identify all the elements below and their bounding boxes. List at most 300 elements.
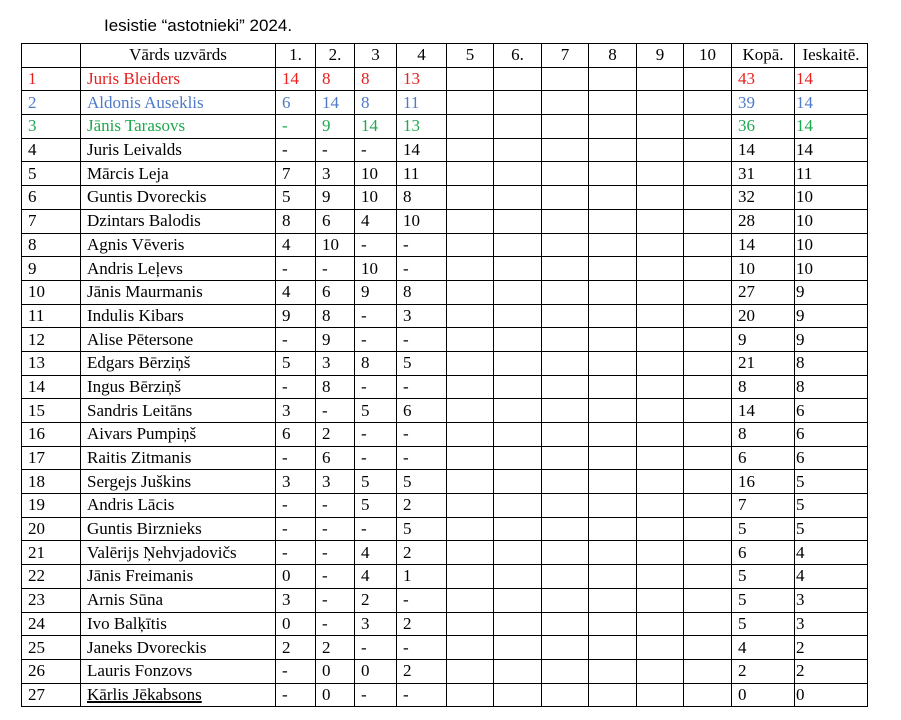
round-6-score: [494, 375, 542, 399]
total-score: 43: [732, 67, 795, 91]
round-1-score: -: [276, 328, 316, 352]
ieskaite-score: 14: [795, 91, 868, 115]
round-6-score: [494, 304, 542, 328]
round-1-score: -: [276, 541, 316, 565]
round-8-score: [589, 517, 637, 541]
round-6-score: [494, 280, 542, 304]
round-9-score: [637, 446, 684, 470]
table-row: [22, 328, 868, 352]
round-3-score: -: [355, 375, 397, 399]
round-10-score: [684, 612, 732, 636]
total-score: 10: [732, 257, 795, 281]
total-score: 20: [732, 304, 795, 328]
round-1-score: -: [276, 257, 316, 281]
round-7-score: [542, 257, 589, 281]
header-cell-number: [22, 44, 81, 68]
round-2-score: -: [316, 541, 355, 565]
round-8-score: [589, 91, 637, 115]
round-2-score: 3: [316, 162, 355, 186]
round-3-score: 14: [355, 115, 397, 139]
round-9-score: [637, 328, 684, 352]
table-row: [22, 517, 868, 541]
round-7-score: [542, 186, 589, 210]
round-5-score: [447, 351, 494, 375]
total-score: 36: [732, 115, 795, 139]
round-3-score: 3: [355, 612, 397, 636]
player-name: Aivars Pumpiņš: [81, 423, 276, 447]
round-2-score: -: [316, 399, 355, 423]
row-number: 17: [22, 446, 81, 470]
round-3-score: 10: [355, 257, 397, 281]
round-4-score: -: [397, 683, 447, 707]
table-row: [22, 351, 868, 375]
round-7-score: [542, 588, 589, 612]
round-5-score: [447, 612, 494, 636]
round-6-score: [494, 588, 542, 612]
table-row: [22, 470, 868, 494]
round-1-score: 2: [276, 636, 316, 660]
round-1-score: -: [276, 494, 316, 518]
round-7-score: [542, 683, 589, 707]
document-title: Iesistie “astotnieki” 2024.: [104, 16, 293, 35]
round-3-score: 4: [355, 541, 397, 565]
round-8-score: [589, 470, 637, 494]
round-5-score: [447, 233, 494, 257]
round-8-score: [589, 280, 637, 304]
ieskaite-score: 9: [795, 280, 868, 304]
player-name: Arnis Sūna: [81, 588, 276, 612]
header-cell-round-3: 3: [355, 44, 397, 68]
round-1-score: 0: [276, 565, 316, 589]
ieskaite-score: 6: [795, 423, 868, 447]
round-3-score: -: [355, 446, 397, 470]
round-3-score: 4: [355, 209, 397, 233]
round-6-score: [494, 138, 542, 162]
round-4-score: -: [397, 446, 447, 470]
round-2-score: 6: [316, 446, 355, 470]
table-header-row: [22, 44, 868, 68]
table-row: [22, 186, 868, 210]
round-9-score: [637, 186, 684, 210]
round-10-score: [684, 659, 732, 683]
ieskaite-score: 4: [795, 565, 868, 589]
header-cell-total: Kopā.: [732, 44, 795, 68]
round-5-score: [447, 91, 494, 115]
round-2-score: 14: [316, 91, 355, 115]
round-4-score: 5: [397, 470, 447, 494]
player-name: Andris Leļevs: [81, 257, 276, 281]
round-2-score: 0: [316, 683, 355, 707]
total-score: 9: [732, 328, 795, 352]
row-number: 19: [22, 494, 81, 518]
round-7-score: [542, 304, 589, 328]
round-2-score: 3: [316, 351, 355, 375]
header-cell-round-4: 4: [397, 44, 447, 68]
row-number: 20: [22, 517, 81, 541]
round-3-score: -: [355, 328, 397, 352]
row-number: 6: [22, 186, 81, 210]
round-6-score: [494, 67, 542, 91]
round-3-score: 2: [355, 588, 397, 612]
round-8-score: [589, 612, 637, 636]
ieskaite-score: 5: [795, 470, 868, 494]
round-5-score: [447, 470, 494, 494]
round-2-score: 10: [316, 233, 355, 257]
round-7-score: [542, 67, 589, 91]
row-number: 9: [22, 257, 81, 281]
round-7-score: [542, 115, 589, 139]
round-9-score: [637, 351, 684, 375]
round-10-score: [684, 162, 732, 186]
round-4-score: -: [397, 257, 447, 281]
round-2-score: 9: [316, 186, 355, 210]
round-2-score: 8: [316, 304, 355, 328]
total-score: 28: [732, 209, 795, 233]
round-2-score: 8: [316, 67, 355, 91]
round-7-score: [542, 659, 589, 683]
round-5-score: [447, 375, 494, 399]
header-cell-ieskaite: Ieskaitē.: [795, 44, 868, 68]
round-9-score: [637, 257, 684, 281]
round-8-score: [589, 494, 637, 518]
round-10-score: [684, 280, 732, 304]
header-cell-round-9: 9: [637, 44, 684, 68]
header-cell-round-6: 6.: [494, 44, 542, 68]
row-number: 15: [22, 399, 81, 423]
round-7-score: [542, 517, 589, 541]
ieskaite-score: 6: [795, 446, 868, 470]
round-10-score: [684, 541, 732, 565]
ieskaite-score: 5: [795, 517, 868, 541]
round-4-score: -: [397, 328, 447, 352]
round-6-score: [494, 91, 542, 115]
round-1-score: 3: [276, 470, 316, 494]
round-4-score: 6: [397, 399, 447, 423]
round-7-score: [542, 636, 589, 660]
round-7-score: [542, 328, 589, 352]
table-row: [22, 612, 868, 636]
ieskaite-score: 10: [795, 186, 868, 210]
round-2-score: -: [316, 138, 355, 162]
round-3-score: -: [355, 138, 397, 162]
round-9-score: [637, 565, 684, 589]
round-6-score: [494, 257, 542, 281]
round-10-score: [684, 115, 732, 139]
total-score: 7: [732, 494, 795, 518]
round-2-score: 8: [316, 375, 355, 399]
round-1-score: 0: [276, 612, 316, 636]
round-8-score: [589, 209, 637, 233]
round-1-score: -: [276, 446, 316, 470]
round-6-score: [494, 233, 542, 257]
ieskaite-score: 0: [795, 683, 868, 707]
round-3-score: 9: [355, 280, 397, 304]
row-number: 25: [22, 636, 81, 660]
round-10-score: [684, 304, 732, 328]
table-row: [22, 115, 868, 139]
round-1-score: -: [276, 375, 316, 399]
round-9-score: [637, 588, 684, 612]
round-8-score: [589, 399, 637, 423]
round-2-score: -: [316, 494, 355, 518]
total-score: 6: [732, 446, 795, 470]
round-5-score: [447, 209, 494, 233]
table-row: [22, 399, 868, 423]
player-name: Juris Bleiders: [81, 67, 276, 91]
round-3-score: -: [355, 233, 397, 257]
round-8-score: [589, 257, 637, 281]
round-1-score: -: [276, 683, 316, 707]
ieskaite-score: 10: [795, 257, 868, 281]
round-9-score: [637, 115, 684, 139]
player-name: Agnis Vēveris: [81, 233, 276, 257]
table-row: [22, 683, 868, 707]
round-8-score: [589, 588, 637, 612]
header-cell-round-1: 1.: [276, 44, 316, 68]
round-10-score: [684, 233, 732, 257]
round-4-score: 2: [397, 659, 447, 683]
total-score: 14: [732, 233, 795, 257]
ieskaite-score: 8: [795, 351, 868, 375]
round-8-score: [589, 659, 637, 683]
player-name: Jānis Freimanis: [81, 565, 276, 589]
round-7-score: [542, 375, 589, 399]
player-name-text: Kārlis Jēkabsons: [87, 684, 202, 704]
round-10-score: [684, 257, 732, 281]
round-4-score: 2: [397, 612, 447, 636]
total-score: 6: [732, 541, 795, 565]
round-8-score: [589, 138, 637, 162]
round-9-score: [637, 304, 684, 328]
round-6-score: [494, 683, 542, 707]
round-10-score: [684, 351, 732, 375]
round-9-score: [637, 209, 684, 233]
ieskaite-score: 9: [795, 328, 868, 352]
round-4-score: 13: [397, 115, 447, 139]
round-2-score: 6: [316, 209, 355, 233]
total-score: 39: [732, 91, 795, 115]
row-number: 10: [22, 280, 81, 304]
ieskaite-score: 6: [795, 399, 868, 423]
round-8-score: [589, 328, 637, 352]
round-9-score: [637, 91, 684, 115]
total-score: 14: [732, 399, 795, 423]
row-number: 21: [22, 541, 81, 565]
round-5-score: [447, 399, 494, 423]
table-row: [22, 659, 868, 683]
player-name: Ivo Balķītis: [81, 612, 276, 636]
round-4-score: 13: [397, 67, 447, 91]
round-6-score: [494, 328, 542, 352]
round-10-score: [684, 186, 732, 210]
round-4-score: 8: [397, 280, 447, 304]
row-number: 26: [22, 659, 81, 683]
round-3-score: 8: [355, 351, 397, 375]
player-name: Dzintars Balodis: [81, 209, 276, 233]
round-9-score: [637, 138, 684, 162]
round-8-score: [589, 351, 637, 375]
player-name: Raitis Zitmanis: [81, 446, 276, 470]
round-7-score: [542, 280, 589, 304]
round-3-score: 0: [355, 659, 397, 683]
ieskaite-score: 14: [795, 115, 868, 139]
round-8-score: [589, 186, 637, 210]
round-10-score: [684, 399, 732, 423]
row-number: 24: [22, 612, 81, 636]
round-1-score: 5: [276, 186, 316, 210]
round-9-score: [637, 683, 684, 707]
round-5-score: [447, 280, 494, 304]
ieskaite-score: 8: [795, 375, 868, 399]
total-score: 5: [732, 517, 795, 541]
player-name: Juris Leivalds: [81, 138, 276, 162]
round-7-score: [542, 423, 589, 447]
round-6-score: [494, 423, 542, 447]
round-2-score: -: [316, 257, 355, 281]
round-7-score: [542, 494, 589, 518]
row-number: 16: [22, 423, 81, 447]
round-5-score: [447, 446, 494, 470]
round-5-score: [447, 588, 494, 612]
player-name: [81, 683, 276, 707]
player-name: Sergejs Juškins: [81, 470, 276, 494]
round-4-score: 11: [397, 91, 447, 115]
round-4-score: -: [397, 233, 447, 257]
row-number: 14: [22, 375, 81, 399]
player-name: Ingus Bērziņš: [81, 375, 276, 399]
round-3-score: 5: [355, 399, 397, 423]
round-2-score: 9: [316, 115, 355, 139]
round-8-score: [589, 115, 637, 139]
row-number: 18: [22, 470, 81, 494]
round-4-score: 5: [397, 351, 447, 375]
round-6-score: [494, 470, 542, 494]
round-5-score: [447, 186, 494, 210]
header-cell-round-5: 5: [447, 44, 494, 68]
table-row: [22, 375, 868, 399]
round-4-score: -: [397, 588, 447, 612]
total-score: 32: [732, 186, 795, 210]
player-name: Mārcis Leja: [81, 162, 276, 186]
round-6-score: [494, 162, 542, 186]
round-3-score: -: [355, 636, 397, 660]
total-score: 31: [732, 162, 795, 186]
round-3-score: 5: [355, 494, 397, 518]
round-6-score: [494, 186, 542, 210]
ieskaite-score: 4: [795, 541, 868, 565]
table-row: [22, 162, 868, 186]
round-4-score: 11: [397, 162, 447, 186]
total-score: 4: [732, 636, 795, 660]
round-10-score: [684, 328, 732, 352]
round-3-score: 10: [355, 186, 397, 210]
round-5-score: [447, 257, 494, 281]
round-4-score: -: [397, 636, 447, 660]
round-9-score: [637, 162, 684, 186]
row-number: 27: [22, 683, 81, 707]
total-score: 2: [732, 659, 795, 683]
round-9-score: [637, 659, 684, 683]
row-number: 5: [22, 162, 81, 186]
round-1-score: -: [276, 115, 316, 139]
row-number: 8: [22, 233, 81, 257]
round-9-score: [637, 541, 684, 565]
round-4-score: 2: [397, 494, 447, 518]
round-10-score: [684, 470, 732, 494]
ieskaite-score: 9: [795, 304, 868, 328]
total-score: 8: [732, 423, 795, 447]
round-5-score: [447, 162, 494, 186]
total-score: 5: [732, 565, 795, 589]
round-1-score: 4: [276, 280, 316, 304]
table-row: [22, 233, 868, 257]
round-3-score: -: [355, 304, 397, 328]
row-number: 4: [22, 138, 81, 162]
round-5-score: [447, 115, 494, 139]
round-1-score: 6: [276, 91, 316, 115]
round-6-score: [494, 565, 542, 589]
round-10-score: [684, 446, 732, 470]
header-cell-round-2: 2.: [316, 44, 355, 68]
row-number: 2: [22, 91, 81, 115]
round-8-score: [589, 636, 637, 660]
total-score: 8: [732, 375, 795, 399]
round-4-score: -: [397, 375, 447, 399]
header-cell-round-8: 8: [589, 44, 637, 68]
player-name: Edgars Bērziņš: [81, 351, 276, 375]
round-1-score: -: [276, 138, 316, 162]
round-4-score: -: [397, 423, 447, 447]
player-name: Guntis Dvoreckis: [81, 186, 276, 210]
row-number: 23: [22, 588, 81, 612]
player-name: Sandris Leitāns: [81, 399, 276, 423]
round-4-score: 14: [397, 138, 447, 162]
round-7-score: [542, 446, 589, 470]
round-5-score: [447, 565, 494, 589]
round-10-score: [684, 517, 732, 541]
round-3-score: 10: [355, 162, 397, 186]
round-5-score: [447, 423, 494, 447]
round-8-score: [589, 683, 637, 707]
player-name: Guntis Birznieks: [81, 517, 276, 541]
round-9-score: [637, 612, 684, 636]
round-10-score: [684, 91, 732, 115]
round-1-score: 9: [276, 304, 316, 328]
table-row: [22, 304, 868, 328]
round-5-score: [447, 517, 494, 541]
player-name: Jānis Maurmanis: [81, 280, 276, 304]
round-5-score: [447, 659, 494, 683]
total-score: 27: [732, 280, 795, 304]
total-score: 14: [732, 138, 795, 162]
ieskaite-score: 10: [795, 233, 868, 257]
round-8-score: [589, 541, 637, 565]
results-table: [21, 43, 868, 707]
round-10-score: [684, 138, 732, 162]
round-6-score: [494, 399, 542, 423]
round-8-score: [589, 233, 637, 257]
round-3-score: 5: [355, 470, 397, 494]
round-7-score: [542, 351, 589, 375]
round-3-score: 8: [355, 91, 397, 115]
table-row: [22, 67, 868, 91]
round-9-score: [637, 423, 684, 447]
round-5-score: [447, 683, 494, 707]
round-6-score: [494, 115, 542, 139]
round-4-score: 10: [397, 209, 447, 233]
round-2-score: -: [316, 612, 355, 636]
round-9-score: [637, 399, 684, 423]
